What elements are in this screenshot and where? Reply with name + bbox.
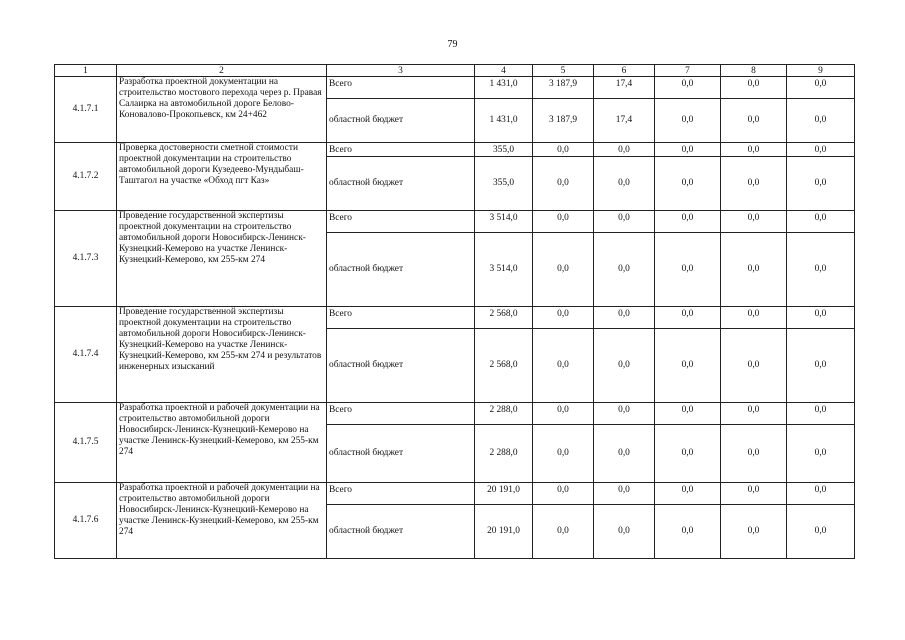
table-row: [55, 211, 855, 233]
item-description: Проверка достоверности сметной стоимости проектной документации на строительство автомобильной дороги Кузедеево-Мундыбаш-Таштагол на участке «Обход пгт Каз»: [117, 143, 327, 211]
value-cell-col-5: 0,0: [533, 483, 594, 505]
value-cell-col-4: 2 288,0: [475, 425, 533, 483]
value-cell-col-7: 0,0: [655, 307, 721, 329]
value-cell-col-8: 0,0: [721, 143, 787, 157]
column-header-9: 9: [787, 65, 855, 77]
value-cell-col-6: 0,0: [594, 233, 655, 307]
item-description: Проведение государственной экспертизы проектной документации на строительство автомобильной дороги Новосибирск-Ленинск-Кузнецкий-Кемерово на участке Ленинск-Кузнецкий-Кемерово, км 255-км 274: [117, 211, 327, 307]
value-cell-col-9: 0,0: [787, 211, 855, 233]
item-description: Разработка проектной и рабочей документации на строительство автомобильной дороги Новосибирск-Ленинск-Кузнецкий-Кемерово на участке Ленинск-Кузнецкий-Кемерово, км 255-км 274: [117, 403, 327, 483]
value-cell-col-9: 0,0: [787, 483, 855, 505]
value-cell-col-8: 0,0: [721, 403, 787, 425]
table-row: [55, 143, 855, 157]
value-cell-col-4: 1 431,0: [475, 77, 533, 99]
value-cell-col-7: 0,0: [655, 99, 721, 143]
value-cell-col-4: 355,0: [475, 157, 533, 211]
item-description: Разработка проектной документации на строительство мостового перехода через р. Правая Салаирка на автомобильной дороге Белово-Коновалово-Прокопьевск, км 24+462: [117, 77, 327, 143]
funding-source: Всего: [327, 483, 475, 505]
page-number: 79: [447, 39, 458, 50]
value-cell-col-4: 2 568,0: [475, 307, 533, 329]
value-cell-col-4: 20 191,0: [475, 505, 533, 559]
table-row: [55, 483, 855, 505]
funding-source: Всего: [327, 211, 475, 233]
value-cell-col-8: 0,0: [721, 425, 787, 483]
funding-source: областной бюджет: [327, 157, 475, 211]
value-cell-col-8: 0,0: [721, 99, 787, 143]
value-cell-col-6: 0,0: [594, 329, 655, 403]
value-cell-col-7: 0,0: [655, 143, 721, 157]
column-header-1: 1: [55, 65, 117, 77]
value-cell-col-6: 0,0: [594, 211, 655, 233]
item-code: 4.1.7.3: [55, 211, 117, 307]
value-cell-col-6: 17,4: [594, 99, 655, 143]
value-cell-col-8: 0,0: [721, 307, 787, 329]
value-cell-col-9: 0,0: [787, 99, 855, 143]
value-cell-col-6: 0,0: [594, 425, 655, 483]
funding-source: областной бюджет: [327, 425, 475, 483]
table-row: [55, 307, 855, 329]
value-cell-col-5: 0,0: [533, 505, 594, 559]
value-cell-col-6: 0,0: [594, 505, 655, 559]
value-cell-col-8: 0,0: [721, 233, 787, 307]
value-cell-col-7: 0,0: [655, 505, 721, 559]
value-cell-col-6: 0,0: [594, 157, 655, 211]
value-cell-col-7: 0,0: [655, 233, 721, 307]
value-cell-col-9: 0,0: [787, 307, 855, 329]
value-cell-col-6: 17,4: [594, 77, 655, 99]
value-cell-col-5: 0,0: [533, 143, 594, 157]
value-cell-col-5: 0,0: [533, 233, 594, 307]
value-cell-col-8: 0,0: [721, 157, 787, 211]
value-cell-col-9: 0,0: [787, 329, 855, 403]
value-cell-col-4: 2 568,0: [475, 329, 533, 403]
funding-source: Всего: [327, 77, 475, 99]
value-cell-col-8: 0,0: [721, 77, 787, 99]
value-cell-col-9: 0,0: [787, 77, 855, 99]
column-header-8: 8: [721, 65, 787, 77]
value-cell-col-7: 0,0: [655, 329, 721, 403]
funding-source: Всего: [327, 307, 475, 329]
value-cell-col-7: 0,0: [655, 403, 721, 425]
column-header-4: 4: [475, 65, 533, 77]
value-cell-col-4: 3 514,0: [475, 211, 533, 233]
column-header-5: 5: [533, 65, 594, 77]
column-header-3: 3: [327, 65, 475, 77]
value-cell-col-5: 0,0: [533, 329, 594, 403]
item-description: Разработка проектной и рабочей документации на строительство автомобильной дороги Новосибирск-Ленинск-Кузнецкий-Кемерово на участке Ленинск-Кузнецкий-Кемерово, км 255-км 274: [117, 483, 327, 559]
value-cell-col-5: 0,0: [533, 425, 594, 483]
item-code: 4.1.7.6: [55, 483, 117, 559]
value-cell-col-9: 0,0: [787, 157, 855, 211]
item-code: 4.1.7.1: [55, 77, 117, 143]
value-cell-col-7: 0,0: [655, 77, 721, 99]
value-cell-col-7: 0,0: [655, 157, 721, 211]
value-cell-col-9: 0,0: [787, 505, 855, 559]
funding-source: областной бюджет: [327, 233, 475, 307]
funding-source: Всего: [327, 143, 475, 157]
funding-source: областной бюджет: [327, 505, 475, 559]
column-header-7: 7: [655, 65, 721, 77]
item-code: 4.1.7.4: [55, 307, 117, 403]
table-row: [55, 77, 855, 99]
item-code: 4.1.7.2: [55, 143, 117, 211]
value-cell-col-4: 2 288,0: [475, 403, 533, 425]
value-cell-col-4: 1 431,0: [475, 99, 533, 143]
table-body: [55, 77, 855, 559]
value-cell-col-5: 0,0: [533, 157, 594, 211]
value-cell-col-9: 0,0: [787, 233, 855, 307]
funding-source: областной бюджет: [327, 329, 475, 403]
value-cell-col-5: 0,0: [533, 403, 594, 425]
value-cell-col-5: 0,0: [533, 307, 594, 329]
budget-table: [54, 64, 855, 559]
value-cell-col-9: 0,0: [787, 425, 855, 483]
value-cell-col-9: 0,0: [787, 143, 855, 157]
value-cell-col-7: 0,0: [655, 211, 721, 233]
column-header-6: 6: [594, 65, 655, 77]
value-cell-col-9: 0,0: [787, 403, 855, 425]
value-cell-col-7: 0,0: [655, 483, 721, 505]
value-cell-col-6: 0,0: [594, 143, 655, 157]
value-cell-col-6: 0,0: [594, 307, 655, 329]
value-cell-col-5: 3 187,9: [533, 99, 594, 143]
value-cell-col-8: 0,0: [721, 483, 787, 505]
value-cell-col-6: 0,0: [594, 403, 655, 425]
table-row: [55, 403, 855, 425]
value-cell-col-4: 3 514,0: [475, 233, 533, 307]
header-row: [55, 65, 855, 77]
funding-source: областной бюджет: [327, 99, 475, 143]
value-cell-col-6: 0,0: [594, 483, 655, 505]
value-cell-col-8: 0,0: [721, 329, 787, 403]
value-cell-col-4: 20 191,0: [475, 483, 533, 505]
value-cell-col-5: 0,0: [533, 211, 594, 233]
item-code: 4.1.7.5: [55, 403, 117, 483]
item-description: Проведение государственной экспертизы проектной документации на строительство автомобильной дороги Новосибирск-Ленинск-Кузнецкий-Кемерово на участке Ленинск-Кузнецкий-Кемерово, км 255-км 274 и результатов инженерных изысканий: [117, 307, 327, 403]
value-cell-col-5: 3 187,9: [533, 77, 594, 99]
column-header-2: 2: [117, 65, 327, 77]
value-cell-col-4: 355,0: [475, 143, 533, 157]
value-cell-col-8: 0,0: [721, 505, 787, 559]
funding-source: Всего: [327, 403, 475, 425]
value-cell-col-8: 0,0: [721, 211, 787, 233]
value-cell-col-7: 0,0: [655, 425, 721, 483]
